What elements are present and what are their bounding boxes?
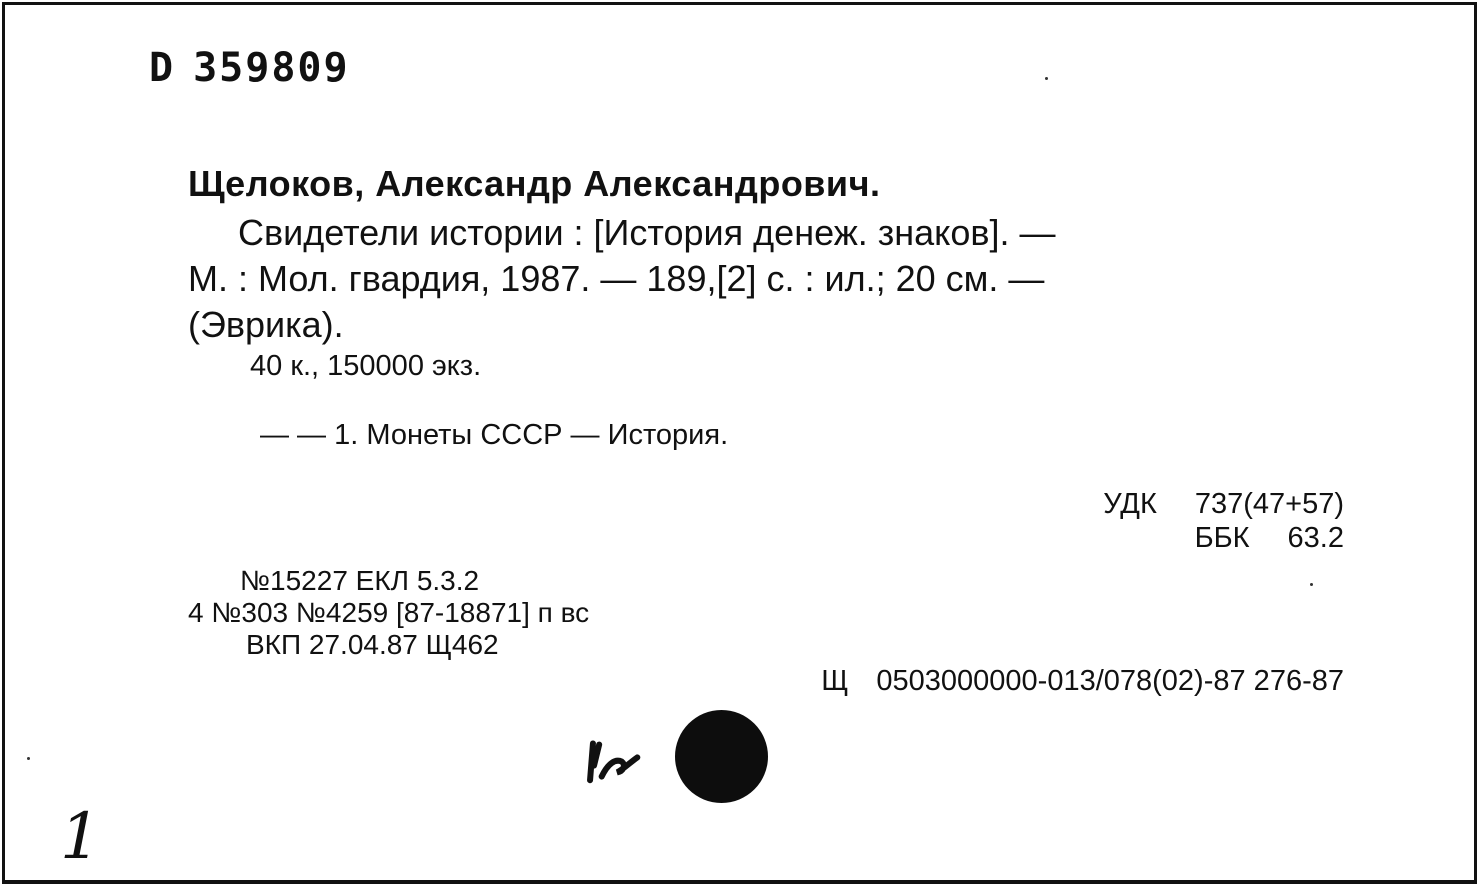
udk-row <box>1103 487 1344 521</box>
udk-value: 737(47+57) <box>1194 488 1344 520</box>
description-line-3: (Эврика). <box>188 304 344 345</box>
author-heading: Щелоков, Александр Александрович. <box>188 163 881 204</box>
print-speck <box>1045 77 1048 80</box>
service-line-2: 4 №303 №4259 [87-18871] п вс <box>188 597 590 628</box>
handwritten-initials-mark <box>578 729 646 799</box>
publisher-code <box>821 665 1344 698</box>
handwritten-initials-icon <box>578 729 644 787</box>
bibliographic-description <box>188 210 1358 348</box>
handwritten-number: 1 <box>60 800 101 874</box>
inventory-prefix: D <box>149 45 176 91</box>
classification-block <box>1103 487 1344 555</box>
bbk-value: 63.2 <box>1287 522 1344 554</box>
service-line-3: ВКП 27.04.87 Щ462 <box>246 629 499 660</box>
inventory-number <box>149 45 350 91</box>
service-line-1: №15227 ЕКЛ 5.3.2 <box>240 565 480 596</box>
print-speck <box>1310 583 1313 586</box>
price-and-print-run: 40 к., 150000 экз. <box>250 350 482 382</box>
service-notes <box>188 565 589 661</box>
print-speck <box>27 757 30 760</box>
description-line-1: Свидетели истории : [История денеж. знаков]. — <box>238 212 1056 253</box>
inventory-digits: 359809 <box>193 45 350 91</box>
subject-heading: — — 1. Монеты СССР — История. <box>260 419 729 451</box>
code-label: Щ <box>821 665 849 697</box>
udk-label: УДК <box>1103 488 1157 520</box>
filled-circle-mark <box>675 710 768 803</box>
code-value: 0503000000-013/078(02)-87 276-87 <box>876 665 1344 697</box>
description-line-2: М. : Мол. гвардия, 1987. — 189,[2] с. : ил.; 20 см. — <box>188 258 1045 299</box>
catalog-card <box>2 2 1477 884</box>
bbk-row <box>1103 521 1344 555</box>
bbk-label: ББК <box>1194 522 1250 554</box>
